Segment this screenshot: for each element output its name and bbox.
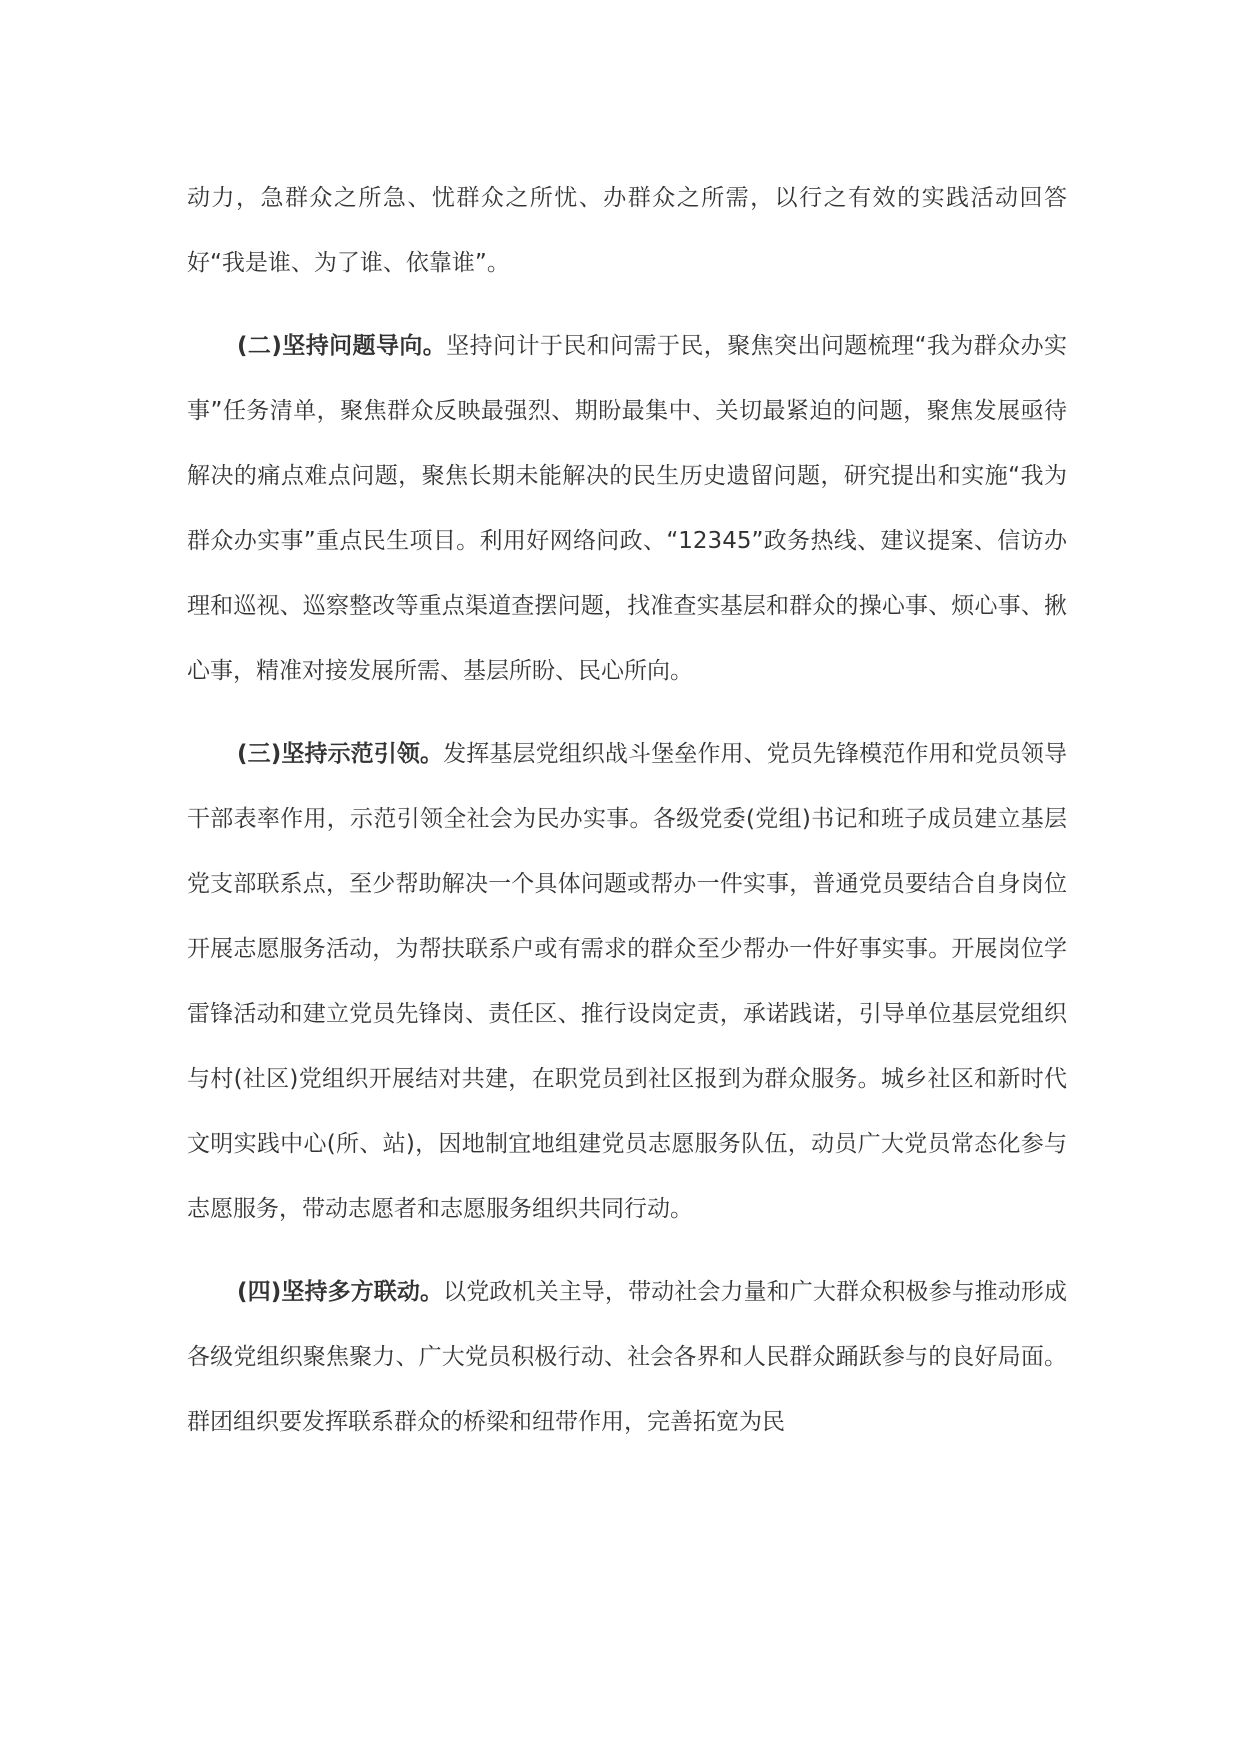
paragraph-text: 坚持问计于民和问需于民，聚焦突出问题梳理“我为群众办实事”任务清单，聚焦群众反映最强烈、期盼最集中、关切最紧迫的问题，聚焦发展亟待解决的痛点难点问题，聚焦长期未能解决的民生历史遗留问题，研究提出和实施“我为群众办实事”重点民生项目。利用好网络问政、“12345”政务热线、建议提案、信访办理和巡视、巡察整改等重点渠道查摆问题，找准查实基层和群众的操心事、烦心事、揪心事，精准对接发展所需、基层所盼、民心所向。 — [187, 333, 1067, 684]
paragraph-multi-party-linkage — [187, 1260, 1067, 1455]
paragraph-text: 发挥基层党组织战斗堡垒作用、党员先锋模范作用和党员领导干部表率作用，示范引领全社会为民办实事。各级党委(党组)书记和班子成员建立基层党支部联系点，至少帮助解决一个具体问题或帮办一件实事，普通党员要结合自身岗位开展志愿服务活动，为帮扶联系户或有需求的群众至少帮办一件好事实事。开展岗位学雷锋活动和建立党员先锋岗、责任区、推行设岗定责，承诺践诺，引导单位基层党组织与村(社区)党组织开展结对共建，在职党员到社区报到为群众服务。城乡社区和新时代文明实践中心(所、站)，因地制宜地组建党员志愿服务队伍，动员广大党员常态化参与志愿服务，带动志愿者和志愿服务组织共同行动。 — [187, 741, 1068, 1222]
paragraph-demonstration-lead — [187, 722, 1067, 1242]
paragraph-text: 动力，急群众之所急、忧群众之所忧、办群众之所需，以行之有效的实践活动回答好“我是谁、为了谁、依靠谁”。 — [187, 185, 1067, 276]
paragraph-text: 以党政机关主导，带动社会力量和广大群众积极参与推动形成各级党组织聚焦聚力、广大党员积极行动、社会各界和人民群众踊跃参与的良好局面。群团组织要发挥联系群众的桥梁和纽带作用，完善拓宽为民 — [187, 1279, 1068, 1435]
paragraph-heading: (二)坚持问题导向。 — [237, 333, 447, 359]
paragraph-continuation — [187, 166, 1067, 296]
paragraph-problem-orientation — [187, 314, 1067, 704]
document-body — [187, 166, 1067, 1455]
paragraph-heading: (四)坚持多方联动。 — [237, 1279, 444, 1305]
paragraph-heading: (三)坚持示范引领。 — [237, 741, 444, 767]
